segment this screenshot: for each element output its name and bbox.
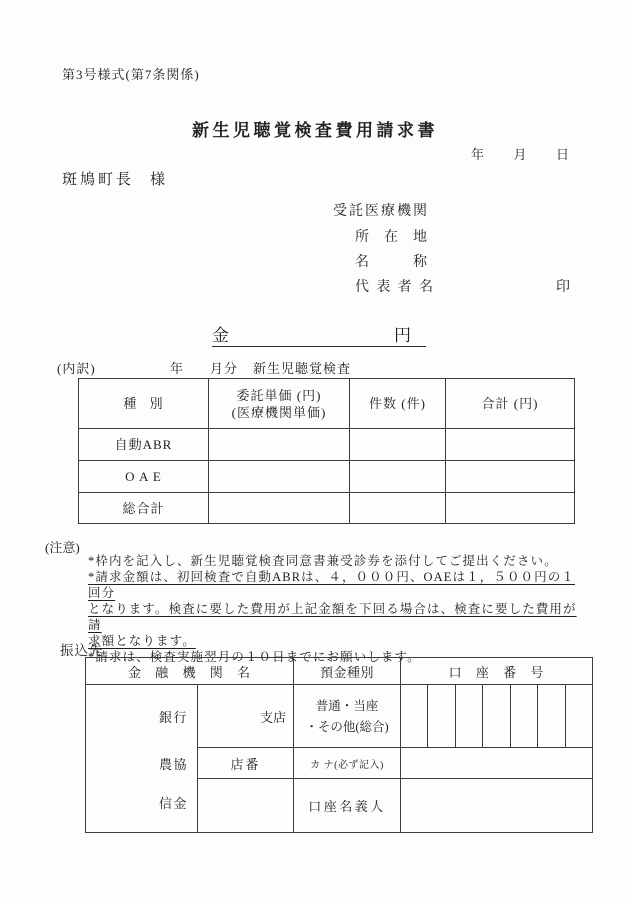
note-line: *請求金額は、初回検査で自動ABRは、４，０００円、OAEは１，５００円の１回分 — [88, 570, 575, 600]
col-header-count: 件数 (件) — [350, 379, 446, 429]
institution-heading: 受託医療機関 — [333, 204, 429, 219]
representative-label — [355, 276, 433, 296]
notes-block — [88, 553, 588, 665]
abr-total-cell — [446, 429, 574, 461]
amount-suffix: 円 — [394, 326, 412, 345]
digit-box — [483, 685, 510, 747]
abr-count-cell — [350, 429, 446, 461]
col-header-bank-name: 金 融 機 関 名 — [86, 658, 294, 685]
row-label-grand-total: 総合計 — [79, 493, 209, 523]
col-header-type: 種 別 — [79, 379, 209, 429]
oae-count-cell — [350, 461, 446, 493]
account-type-line1: 普通・当座 — [315, 698, 379, 713]
grand-total-cell — [446, 493, 574, 523]
name-char: 称 — [413, 255, 427, 270]
account-type-cell — [294, 685, 401, 748]
address-char: 在 — [384, 230, 398, 245]
rep-char: 代 — [355, 280, 369, 295]
date-month-label: 月 — [513, 147, 527, 162]
account-number-digit-boxes — [401, 685, 592, 748]
breakdown-month-label: 月分 — [210, 361, 239, 376]
bank-type-shinkin: 信金 — [158, 796, 188, 811]
bank-type-bank: 銀行 — [158, 710, 188, 725]
note-line: 求額となります。 — [88, 634, 196, 648]
oae-total-cell — [446, 461, 574, 493]
addressee-name: 斑鳩町長 — [62, 172, 135, 188]
holder-entry-cell — [401, 779, 592, 832]
rep-char: 名 — [418, 280, 433, 295]
date-year-label: 年 — [471, 147, 485, 162]
date-line — [471, 144, 569, 163]
amount-line — [212, 320, 426, 347]
grand-total-count-cell — [350, 493, 446, 523]
seal-mark: 印 — [556, 280, 570, 295]
row-label-abr: 自動ABR — [79, 429, 209, 461]
digit-box — [401, 685, 428, 747]
bank-type-cell — [86, 685, 198, 832]
cost-table — [78, 378, 575, 524]
addressee-line — [62, 168, 168, 189]
account-holder-label: 口座名義人 — [294, 779, 401, 832]
note-line: *請求は、検査実施翌月の１０日までにお願いします。 — [88, 650, 421, 664]
address-char: 所 — [355, 230, 369, 245]
breakdown-subject: 新生児聴覚検査 — [253, 361, 352, 376]
col-header-account-number: 口 座 番 号 — [401, 658, 592, 685]
transfer-table — [85, 657, 593, 833]
unit-price-line1: 委託単価 (円) — [236, 387, 322, 403]
kana-label: カ ナ(必ず記入) — [294, 748, 401, 779]
digit-box — [428, 685, 455, 747]
date-day-label: 日 — [555, 147, 569, 162]
digit-box — [566, 685, 592, 747]
digit-box — [456, 685, 483, 747]
digit-box — [538, 685, 565, 747]
note-line: *枠内を記入し、新生児聴覚検査同意書兼受診券を添付してご提出ください。 — [88, 554, 558, 568]
unit-price-line2: (医療機関単価) — [231, 404, 327, 420]
addressee-honorific: 様 — [150, 172, 169, 188]
rep-char: 者 — [397, 280, 412, 295]
amount-prefix: 金 — [212, 326, 230, 345]
row-label-oae: O A E — [79, 461, 209, 493]
form-style-number: 第3号様式(第7条関係) — [62, 67, 200, 82]
notes-heading: (注意) — [45, 540, 80, 555]
bank-type-nokyo: 農協 — [158, 757, 188, 772]
grand-total-unit-price-cell — [209, 493, 350, 523]
kana-entry-cell — [401, 748, 592, 779]
breakdown-year-label: 年 — [170, 361, 185, 376]
col-header-account-type: 預金種別 — [294, 658, 401, 685]
transfer-heading: 振込先 — [60, 643, 104, 658]
abr-unit-price-cell — [209, 429, 350, 461]
branch-label: 支店 — [198, 685, 294, 748]
institution-name-label — [355, 251, 427, 271]
name-char: 名 — [355, 255, 369, 270]
branch-empty-cell — [198, 779, 294, 832]
note-line: となります。検査に要した費用が上記金額を下回る場合は、検査に要した費用が請 — [88, 602, 577, 632]
rep-char: 表 — [376, 280, 391, 295]
document-title: 新生児聴覚検査費用請求書 — [192, 121, 438, 140]
account-type-line2: ・その他(総合) — [305, 719, 389, 734]
institution-address-label — [355, 226, 427, 246]
oae-unit-price-cell — [209, 461, 350, 493]
address-char: 地 — [413, 230, 427, 245]
col-header-unit-price — [209, 379, 350, 429]
breakdown-label: (内訳) — [57, 361, 96, 376]
branch-number-label: 店番 — [198, 748, 294, 779]
col-header-total: 合計 (円) — [446, 379, 574, 429]
digit-box — [511, 685, 538, 747]
